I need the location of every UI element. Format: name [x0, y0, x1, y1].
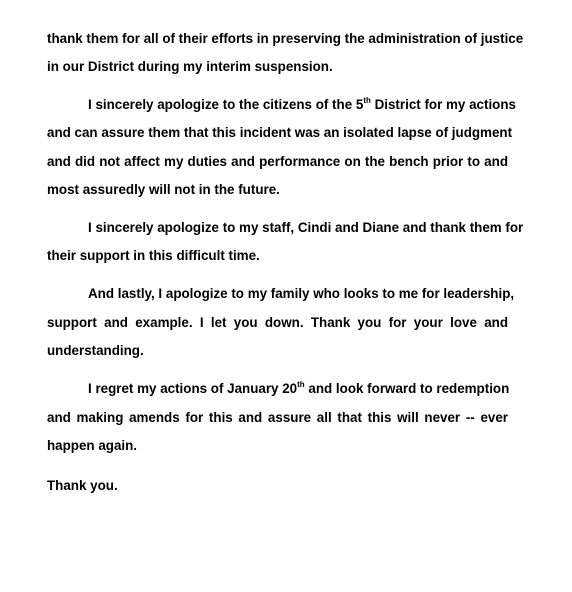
ordinal-suffix: th [297, 380, 305, 389]
paragraph-3-line-2: their support in this difficult time. [47, 248, 260, 263]
paragraph-4-line-3: understanding. [47, 343, 144, 358]
paragraph-1-line-2: in our District during my interim suspension. [47, 59, 333, 74]
paragraph-4-line-2: support and example. I let you down. Thank you for your love and [47, 315, 508, 330]
paragraph-5-line-2: and making amends for this and assure all that this will never -- ever [47, 410, 508, 425]
paragraph-5-line-1-end: and look forward to redemption [304, 381, 510, 396]
ordinal-suffix: th [363, 96, 371, 105]
paragraph-2-line-3: and did not affect my duties and performance on the bench prior to and [47, 154, 508, 169]
paragraph-2-line-2: and can assure them that this incident was an isolated lapse of judgment [47, 125, 513, 140]
paragraph-2-line-4: most assuredly will not in the future. [47, 182, 280, 197]
paragraph-2-line-1-end: District for my actions [370, 97, 516, 112]
paragraph-3-line-1: I sincerely apologize to my staff, Cindi and Diane and thank them for [88, 220, 524, 235]
paragraph-4-line-1: And lastly, I apologize to my family who looks to me for leadership, [88, 286, 515, 301]
paragraph-1-line-1: thank them for all of their efforts in preserving the administration of justice [47, 31, 524, 46]
paragraph-5-line-3: happen again. [47, 438, 138, 453]
paragraph-2-line-1-start: I sincerely apologize to the citizens of the 5 [88, 97, 364, 112]
paragraph-5-line-1-start: I regret my actions of January 20 [88, 381, 298, 396]
paragraph-5-line-1 [47, 381, 508, 397]
paragraph-2-line-1 [47, 96, 516, 113]
closing-line: Thank you. [47, 478, 118, 493]
